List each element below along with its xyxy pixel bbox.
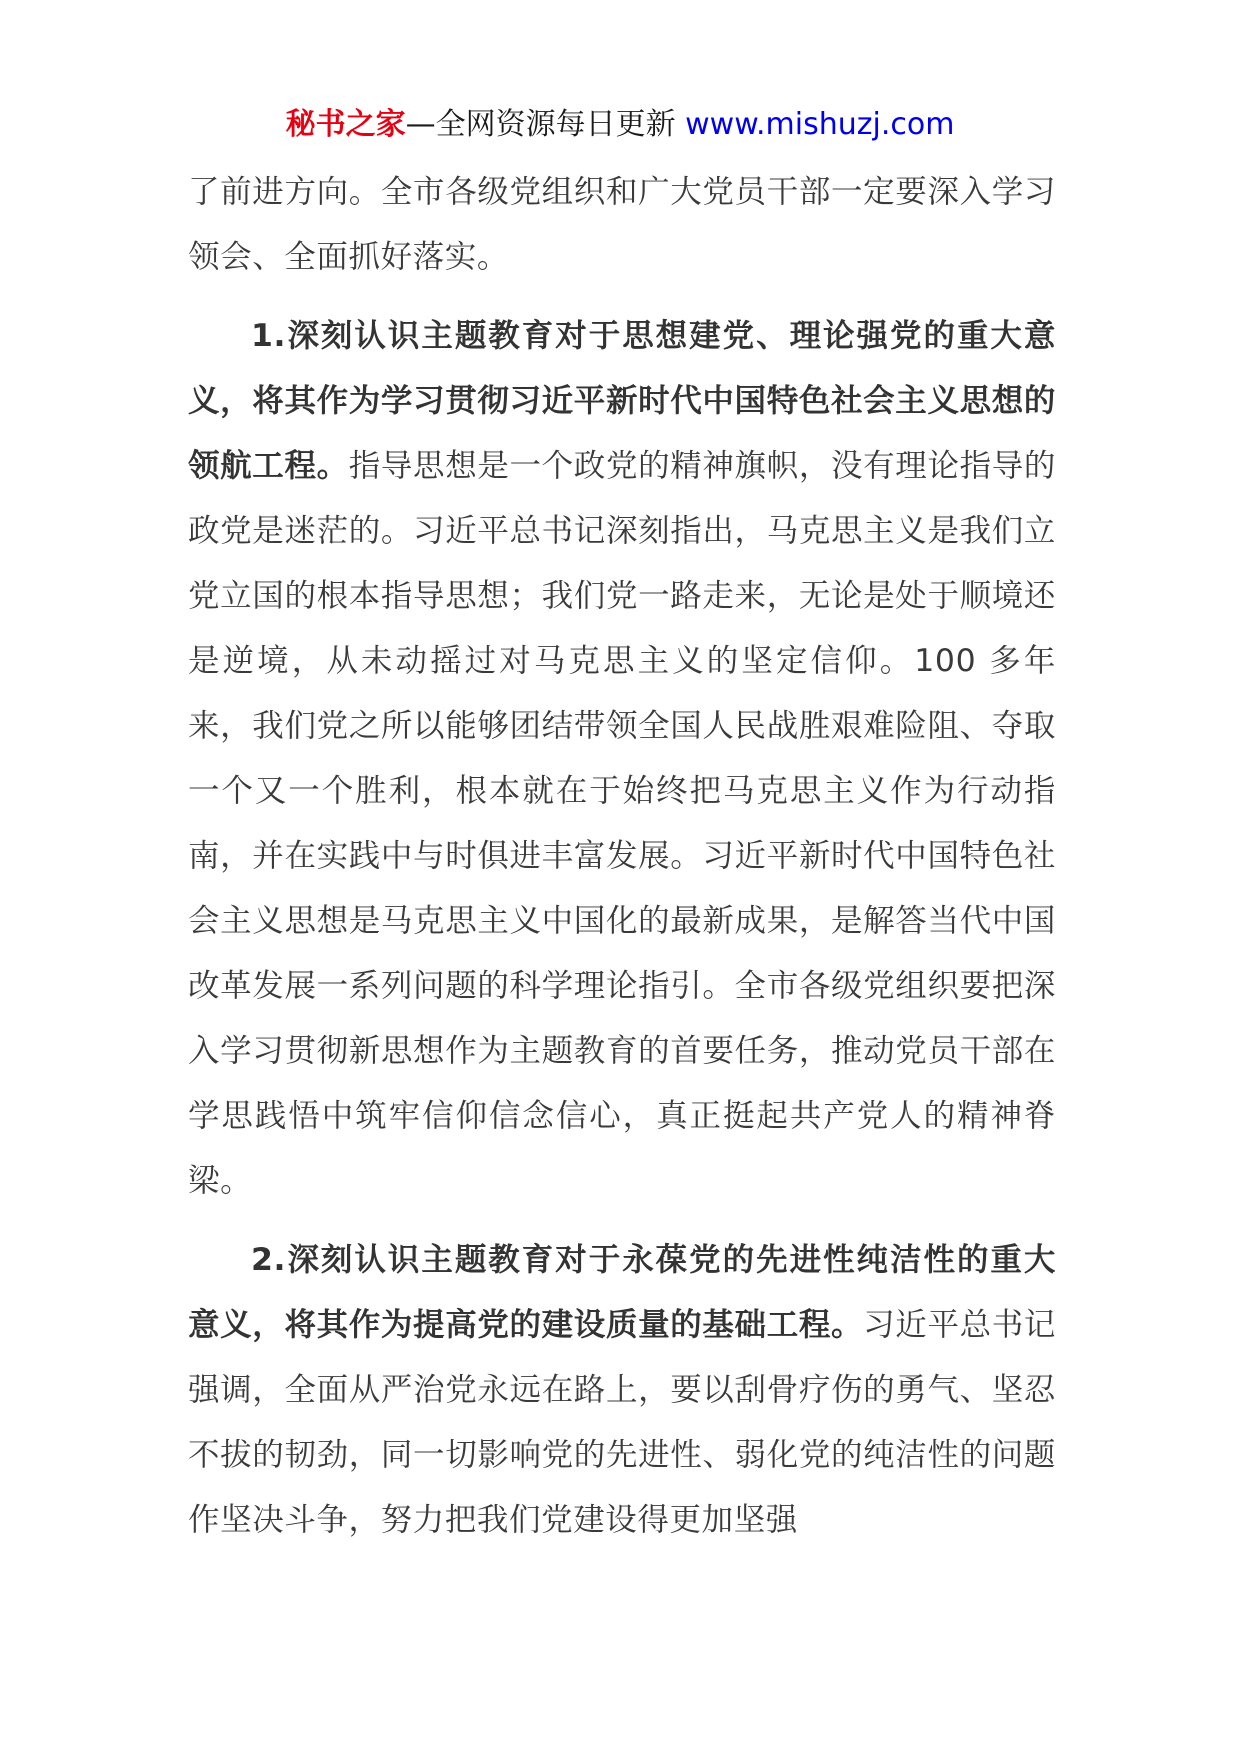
header-brand: 秘书之家 (285, 107, 406, 142)
watermark-header (0, 100, 1240, 150)
paragraph-section-2 (188, 1228, 1056, 1553)
section-heading-2: 2.深刻认识主题教育对于永葆党的先进性纯洁性的重大意义，将其作为提高党的建设质量的基础工程。 (188, 1242, 1056, 1343)
paragraph-text: 习近平总书记强调，全面从严治党永远在路上，要以刮骨疗伤的勇气、坚忍不拔的韧劲，同一切影响党的先进性、弱化党的纯洁性的问题作坚决斗争，努力把我们党建设得更加坚强 (188, 1307, 1056, 1538)
header-slogan: —全网资源每日更新 (405, 107, 686, 142)
paragraph-continuation (188, 160, 1056, 290)
paragraph-text: 指导思想是一个政党的精神旗帜，没有理论指导的政党是迷茫的。习近平总书记深刻指出，马克思主义是我们立党立国的根本指导思想；我们党一路走来，无论是处于顺境还是逆境，从未动摇过对马克思主义的坚定信仰。100 多年来，我们党之所以能够团结带领全国人民战胜艰难险阻、夺取一个又一个胜利，根本就在于始终把马克思主义作为行动指南，并在实践中与时俱进丰富发展。习近平新时代中国特色社会主义思想是马克思主义中国化的最新成果，是解答当代中国改革发展一系列问题的科学理论指引。全市各级党组织要把深入学习贯彻新思想作为主题教育的首要任务，推动党员干部在学思践悟中筑牢信仰信念信心，真正挺起共产党人的精神脊梁。 (188, 448, 1056, 1199)
paragraph-text: 了前进方向。全市各级党组织和广大党员干部一定要深入学习领会、全面抓好落实。 (188, 174, 1056, 275)
section-heading-1: 1.深刻认识主题教育对于思想建党、理论强党的重大意义，将其作为学习贯彻习近平新时代中国特色社会主义思想的领航工程。 (188, 318, 1056, 484)
document-body (188, 160, 1056, 1567)
paragraph-section-1 (188, 304, 1056, 1214)
header-url-link[interactable]: www.mishuzj.com (685, 107, 955, 142)
